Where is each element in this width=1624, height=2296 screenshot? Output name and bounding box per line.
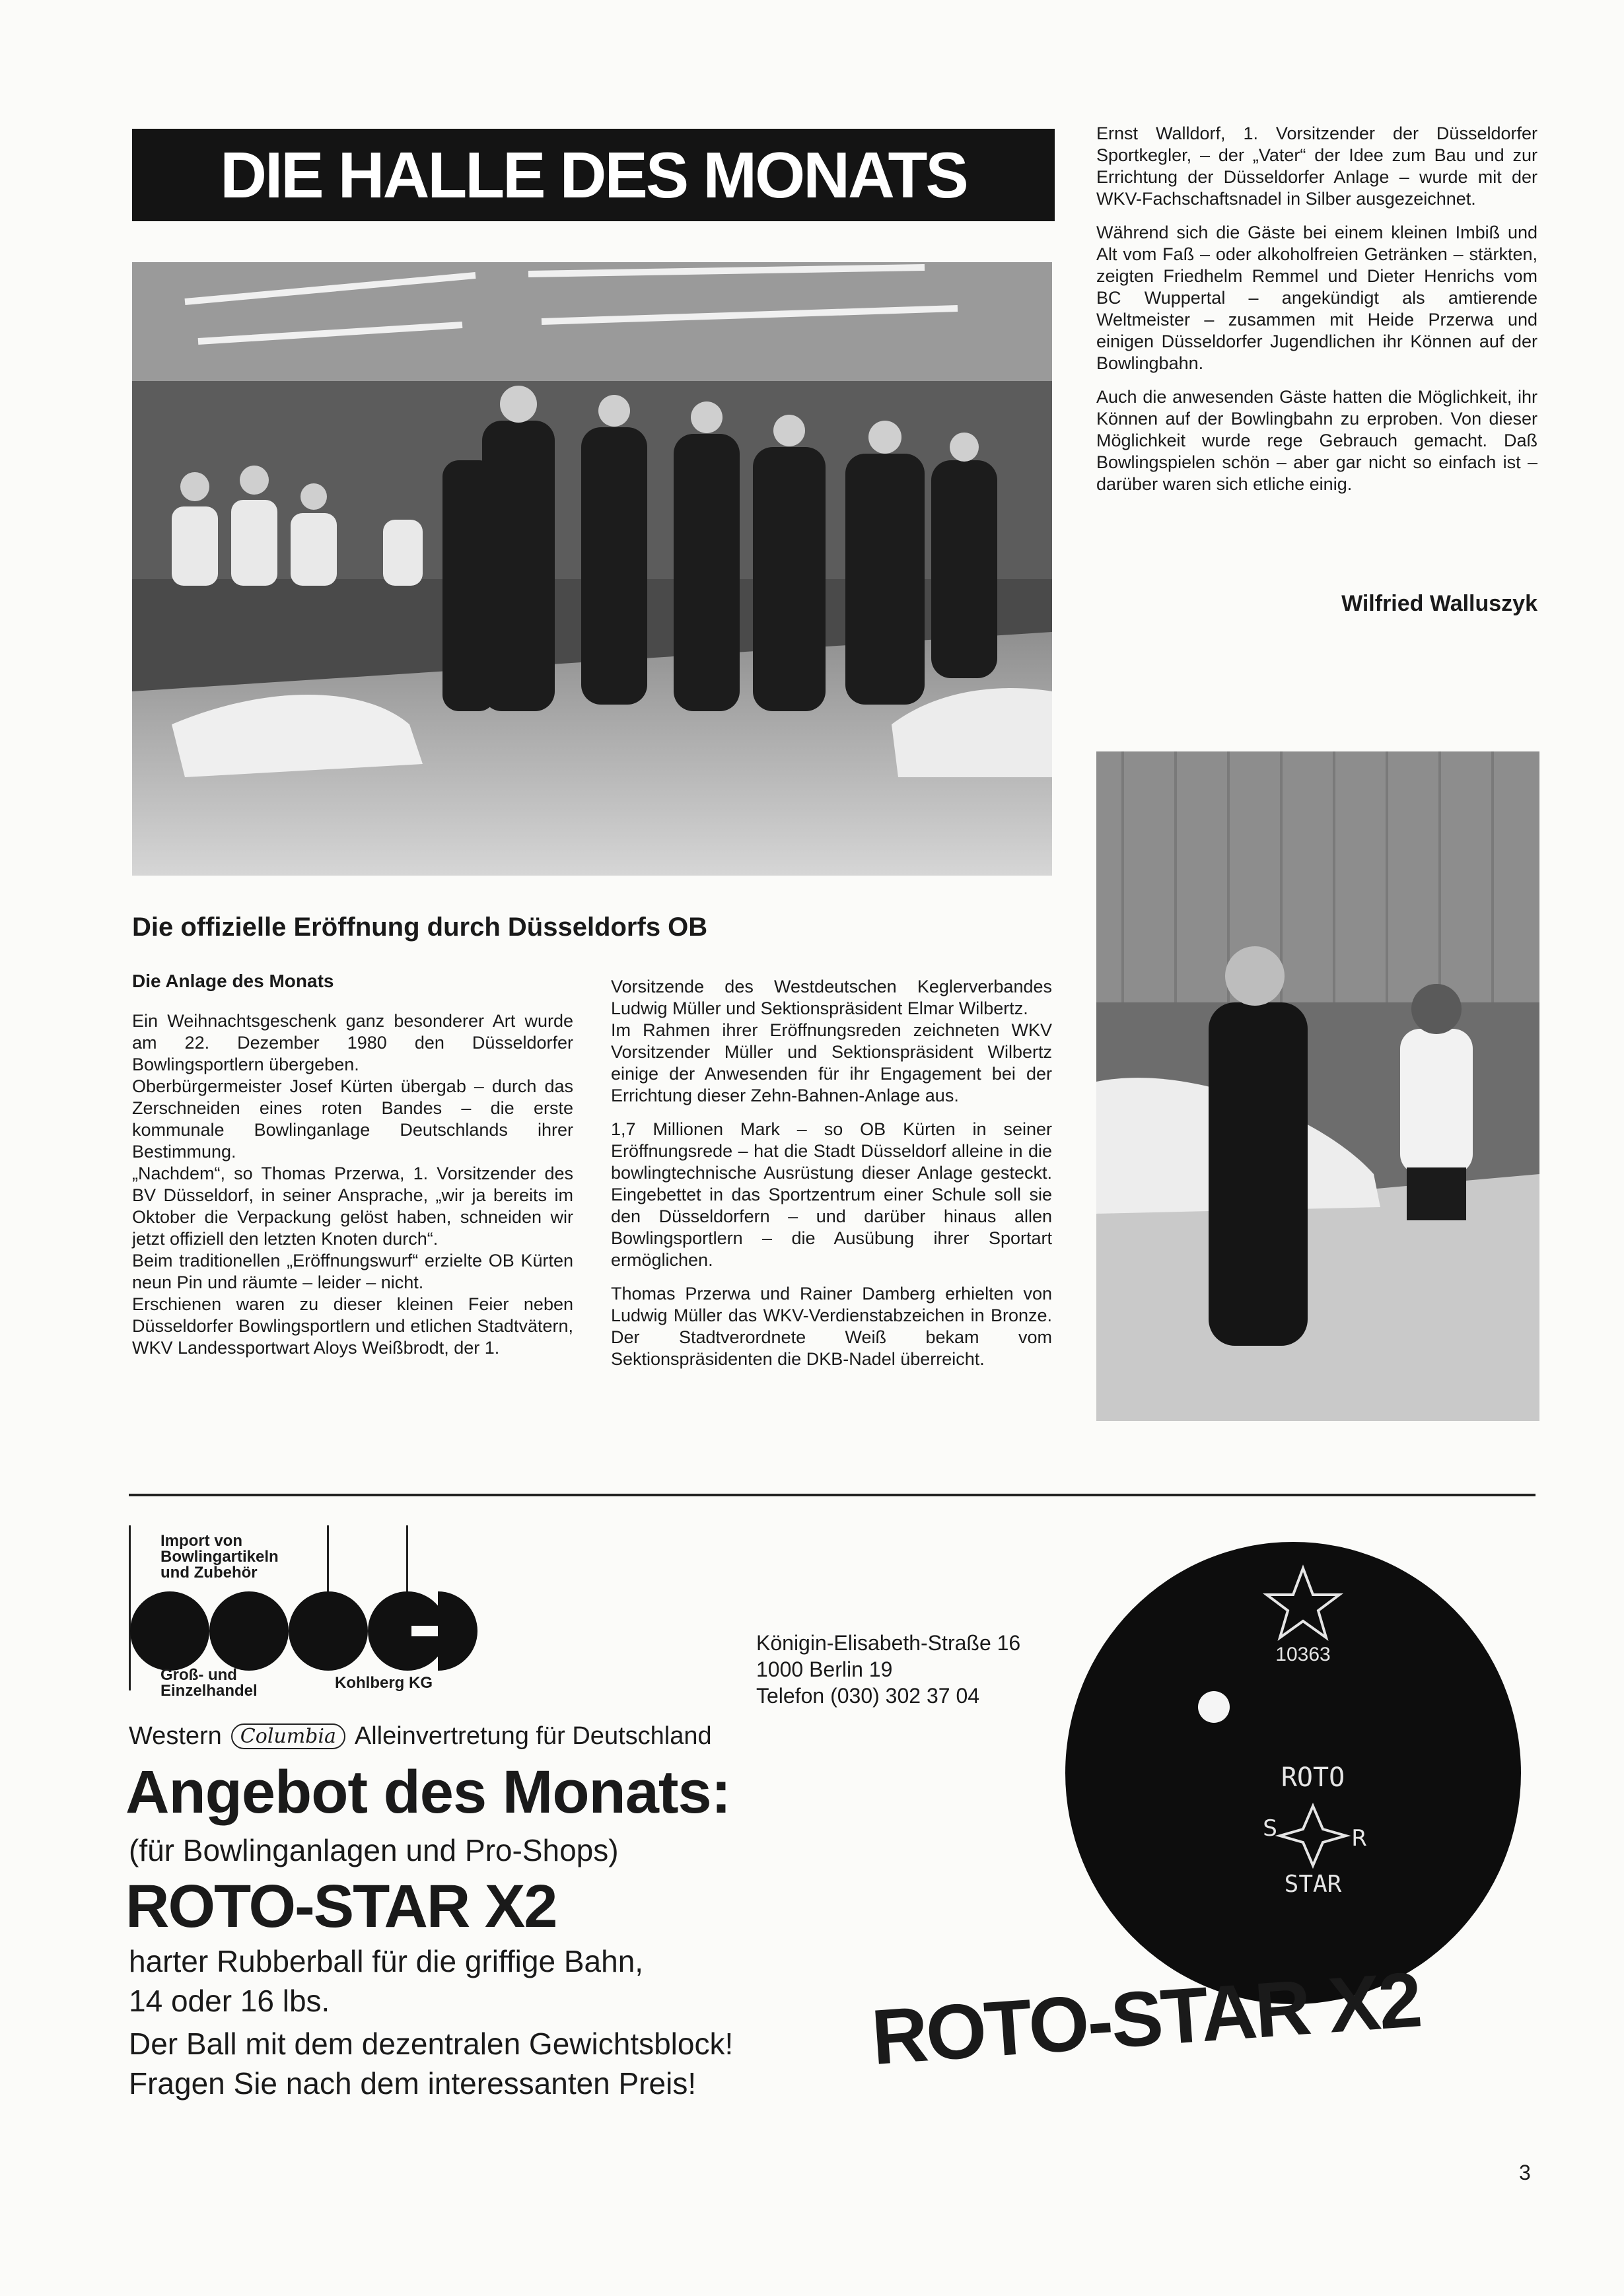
- right-paragraph: Auch die anwesenden Gäste hatten die Möglichkeit, ihr Können auf der Bowlingbahn zu erproben. Von dieser Möglichkeit wurde rege Gebrauch gemacht. Daß Bowlingspielen schön – aber gar nicht so einfach ist – darüber waren sich etliche einig.: [1096, 387, 1537, 494]
- address-line: Königin-Elisabeth-Straße 16: [756, 1631, 1021, 1655]
- bowling-ball-illustration: [1062, 1542, 1524, 2017]
- right-paragraph: Ernst Walldorf, 1. Vorsitzender der Düsseldorfer Sportkegler, – der „Vater“ der Idee zum Bau und zur Errichtung der Düsseldorfer Anlage – wurde mit der WKV-Fachschaftsnadel in Silber ausgezeichnet.: [1096, 123, 1537, 209]
- address-line: Telefon (030) 302 37 04: [756, 1684, 980, 1708]
- ad-desc-1: harter Rubberball für die griffige Bahn,: [129, 1944, 644, 1978]
- logo-top-line: und Zubehör: [160, 1564, 258, 1582]
- ad-fuer: (für Bowlinganlagen und Pro-Shops): [129, 1833, 619, 1867]
- article-headline: Die offizielle Eröffnung durch Düsseldorfs OB: [132, 913, 708, 942]
- ad-big-product: ROTO-STAR X2: [868, 1956, 1423, 2082]
- main-photo: [132, 262, 1052, 876]
- article-subhead: Die Anlage des Monats: [132, 971, 334, 991]
- address-line: 1000 Berlin 19: [756, 1657, 893, 1681]
- ad-product: ROTO-STAR X2: [125, 1873, 557, 1940]
- western-label: Western: [129, 1722, 222, 1750]
- page-number: 3: [1519, 2161, 1531, 2184]
- ad-angebot: Angebot des Monats:: [125, 1758, 731, 1826]
- logo-top-line: Bowlingartikeln: [160, 1548, 279, 1566]
- page-header: [132, 129, 1055, 221]
- ad-desc-4: Fragen Sie nach dem interessanten Preis!: [129, 2066, 697, 2101]
- logo-top-line: Import von: [160, 1532, 242, 1550]
- section-divider: [129, 1494, 1536, 1496]
- right-column: [1096, 123, 1537, 507]
- ad-distributor-line: [129, 1722, 712, 1751]
- col1-para: „Nachdem“, so Thomas Przerwa, 1. Vorsitzender des BV Düsseldorf, in seiner Ansprache, „wir ja bereits im Oktober die Verpackung gelöst haben, schneiden wir jetzt offiziell den letzten Knoten durch“.: [132, 1164, 573, 1249]
- col2-para: Im Rahmen ihrer Eröffnungsreden zeichneten WKV Vorsitzender Müller und Sektionspräsident Wilbertz einige der Anwesenden für ihr Engagement bei der Errichtung dieser Zehn-Bahnen-Anlage aus.: [611, 1020, 1052, 1105]
- logo-bottom-left: [160, 1667, 258, 1699]
- bowling-hall-photo: [132, 262, 1052, 876]
- logo-bottom-line: Groß- und: [160, 1666, 237, 1684]
- ball-number: 10363: [1275, 1644, 1331, 1665]
- columbia-logo: Columbia: [231, 1723, 345, 1749]
- ball-logo-r: R: [1351, 1825, 1367, 1852]
- ball-logo-top: ROTO: [1281, 1762, 1345, 1793]
- col1-para: Beim traditionellen „Eröffnungswurf“ erzielte OB Kürten neun Pin und räumte – leider – nicht.: [132, 1251, 573, 1292]
- article-col1: [132, 1010, 573, 1359]
- ad-address: [756, 1630, 1020, 1709]
- alleinvertretung-label: Alleinvertretung für Deutschland: [354, 1722, 712, 1750]
- second-photo: [1096, 751, 1539, 1421]
- logo-bottom-line: Einzelhandel: [160, 1682, 258, 1700]
- col1-para: Erschienen waren zu dieser kleinen Feier neben Düsseldorfer Bowlingsportlern und etlichen Stadtvätern, WKV Landessportwart Aloys Weißbrodt, der 1.: [132, 1294, 573, 1358]
- logo-bottom-right: Kohlberg KG: [335, 1674, 433, 1692]
- article-col2: [611, 976, 1052, 1382]
- ad-desc-2: 14 oder 16 lbs.: [129, 1984, 330, 2018]
- col1-para: Oberbürgermeister Josef Kürten übergab – durch das Zerschneiden eines roten Bandes – die erste kommunale Bowlinganlage Deutschlands ihrer Bestimmung.: [132, 1076, 573, 1162]
- logo-top-text: [160, 1533, 279, 1581]
- ball-logo-s: S: [1263, 1815, 1277, 1842]
- bowling-balls-logo: [129, 1585, 499, 1677]
- ad-desc-3: Der Ball mit dem dezentralen Gewichtsblock!: [129, 2027, 734, 2061]
- ball-logo-bottom: STAR: [1284, 1871, 1342, 1898]
- opening-throw-photo: [1096, 751, 1539, 1421]
- col1-para: Ein Weihnachtsgeschenk ganz besonderer Art wurde am 22. Dezember 1980 den Düsseldorfer Bowlingsportlern übergeben.: [132, 1011, 573, 1074]
- col2-para: 1,7 Millionen Mark – so OB Kürten in seiner Eröffnungsrede – hat die Stadt Düsseldorf alleine in die bowlingtechnische Ausrüstung dieser Anlage gesteckt. Eingebettet in das Sportzentrum einer Schule soll sie den Düsseldorfern – und darüber hinaus allen Bowlingsportlern – die Ausübung ihrer Sportart ermöglichen.: [611, 1119, 1052, 1270]
- col2-para: Vorsitzende des Westdeutschen Keglerverbandes Ludwig Müller und Sektionspräsident Elmar Wilbertz.: [611, 977, 1052, 1018]
- ad-logo: [129, 1525, 512, 1717]
- right-paragraph: Während sich die Gäste bei einem kleinen Imbiß und Alt vom Faß – oder alkoholfreien Getränken – stärkten, zeigten Friedhelm Remmel und Dieter Henrichs vom BC Wuppertal – angekündigt als amtierende Weltmeister – zusammen mit Heide Przerwa und einigen Düsseldorfer Jugendlichen ihr Können auf der Bowlingbahn.: [1096, 223, 1537, 373]
- author: Wilfried Walluszyk: [1341, 591, 1537, 616]
- col2-para: Thomas Przerwa und Rainer Damberg erhielten von Ludwig Müller das WKV-Verdienstabzeichen in Bronze. Der Stadtverordnete Weiß bekam vom Sektionspräsidenten die DKB-Nadel überreicht.: [611, 1284, 1052, 1369]
- header-title: DIE HALLE DES MONATS: [220, 138, 967, 211]
